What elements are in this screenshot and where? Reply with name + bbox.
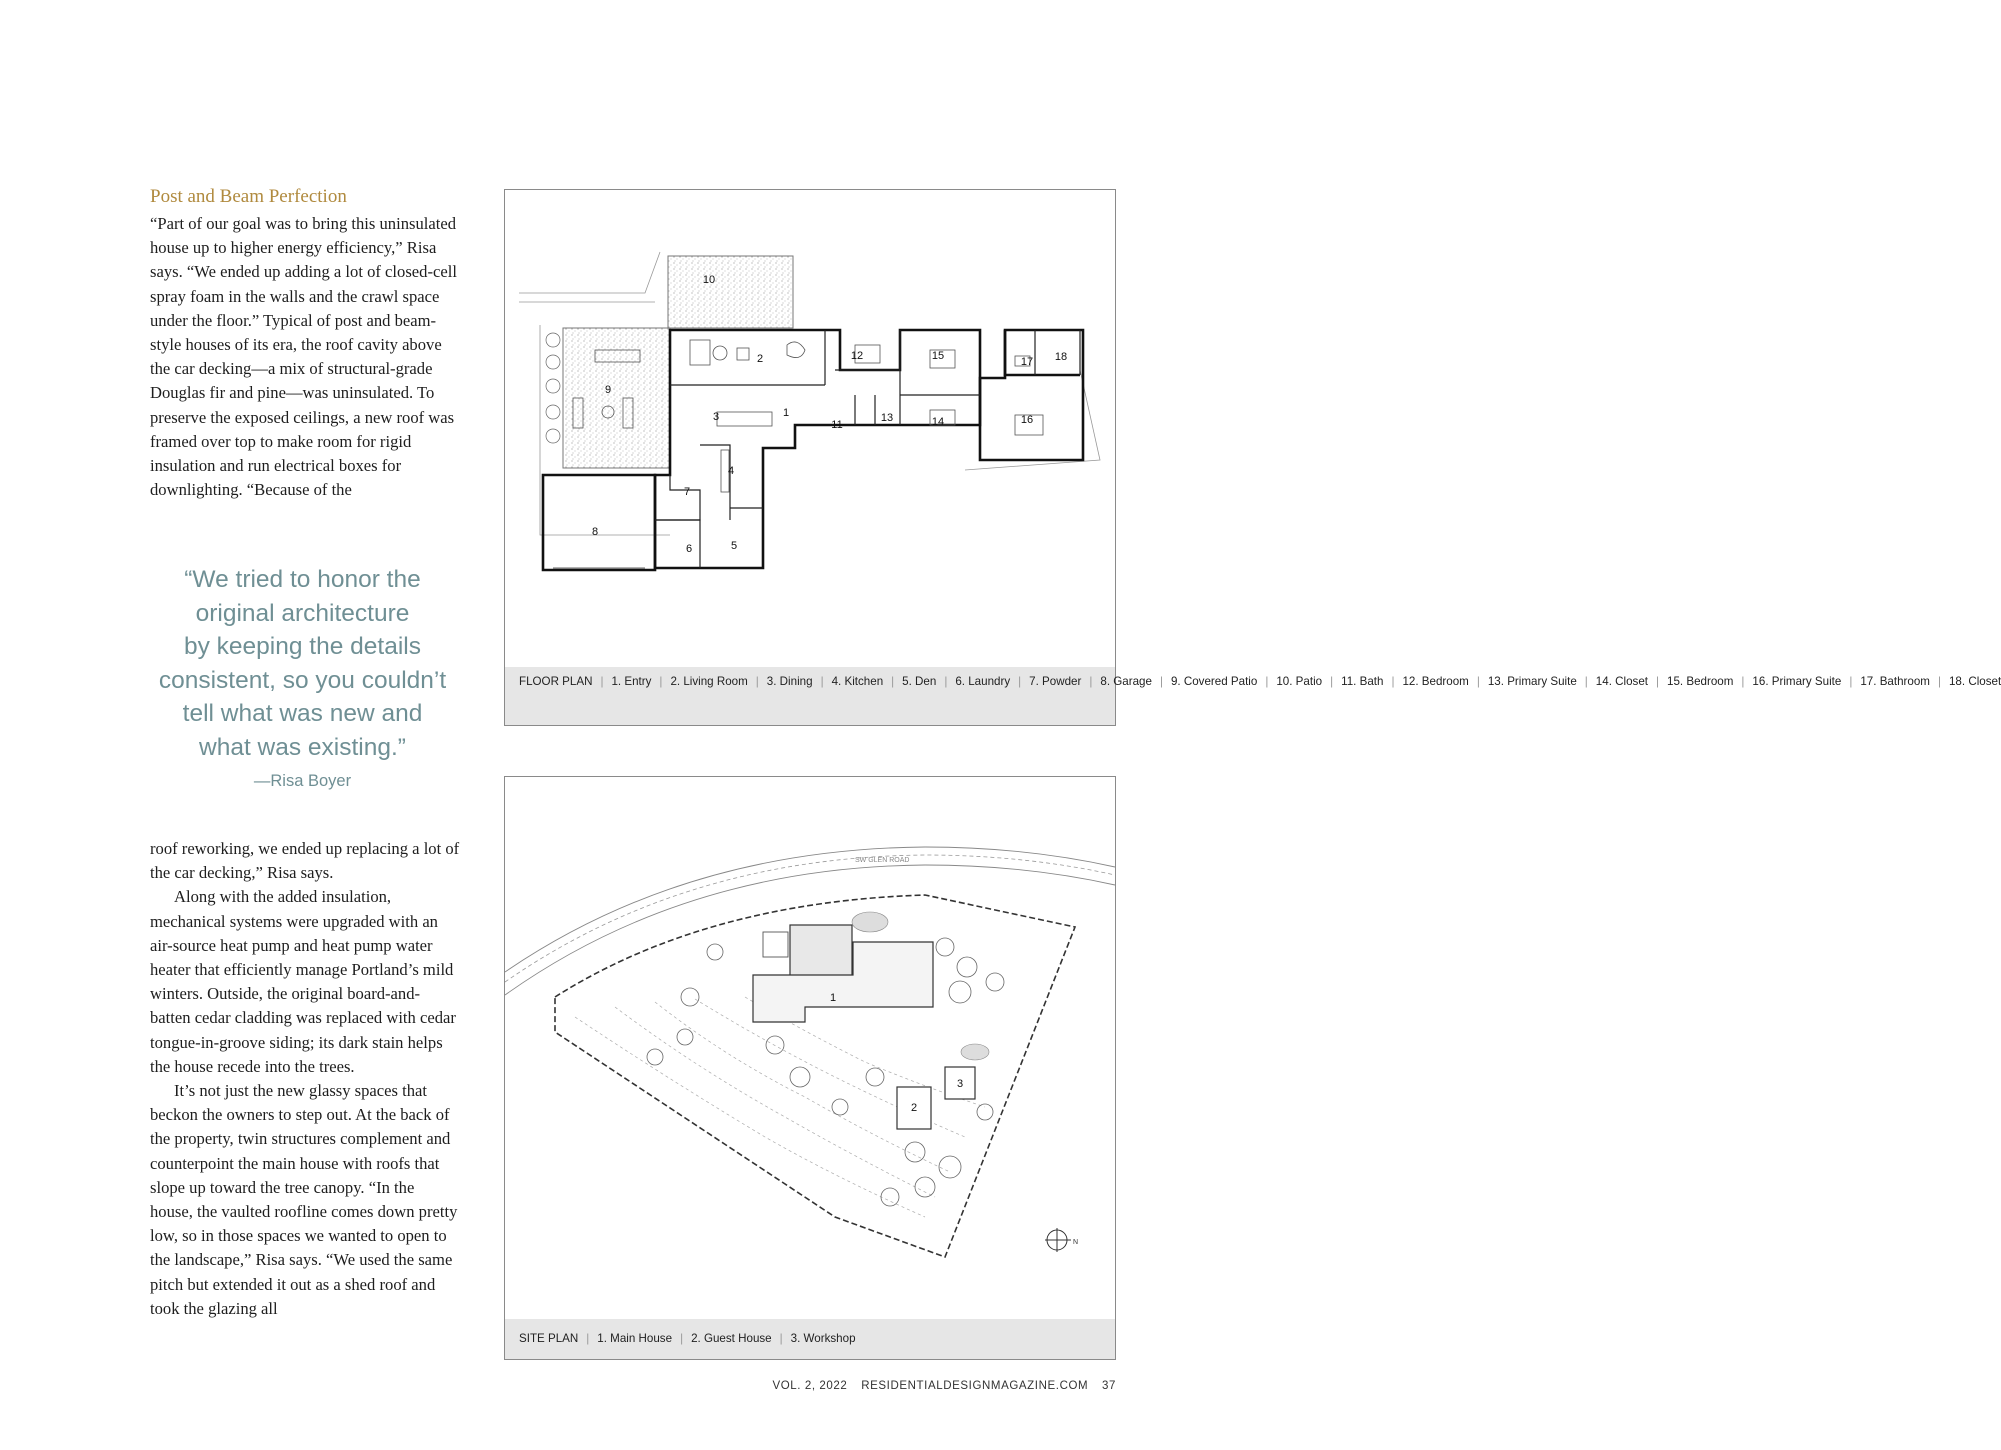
legend-item: 2. Living Room	[670, 675, 748, 688]
website-link[interactable]: RESIDENTIALDESIGNMAGAZINE.COM	[861, 1380, 1089, 1392]
room-number: 11	[831, 419, 843, 431]
room-number: 6	[685, 543, 693, 555]
room-number: 14	[931, 416, 945, 428]
pull-quote	[140, 563, 465, 764]
legend-item: 7. Powder	[1029, 675, 1082, 688]
site-plan-caption: SITE PLAN | 1. Main House | 2. Guest House | 3. Workshop	[505, 1319, 1115, 1359]
caption-title: FLOOR PLAN	[519, 675, 593, 688]
legend-item: 5. Den	[902, 675, 937, 688]
section-heading: Post and Beam Perfection	[150, 186, 347, 207]
room-number: 12	[850, 350, 864, 362]
legend-item: 3. Dining	[766, 675, 813, 688]
pull-quote-attribution: —Risa Boyer	[253, 772, 352, 790]
room-number: 1	[782, 407, 790, 419]
legend-item: 1. Entry	[611, 675, 652, 688]
page-number: 37	[1102, 1380, 1116, 1392]
legend-item: 1. Main House	[597, 1332, 673, 1345]
room-number: 13	[880, 412, 894, 424]
legend-item: 17. Bathroom	[1860, 675, 1930, 688]
room-number: 3	[712, 411, 720, 423]
site-plan-figure	[504, 776, 1116, 1360]
legend-item: 4. Kitchen	[831, 675, 884, 688]
page-footer	[762, 1380, 1116, 1392]
legend-item: 15. Bedroom	[1667, 675, 1734, 688]
paragraph: “Part of our goal was to bring this uninsulated house up to higher energy efficiency,” Risa says. “We ended up adding a lot of closed-cell spray foam in the walls and the crawl space under the floor.” Typical of post and beam-style houses of its era, the roof cavity above the car decking—a mix of structural-grade Douglas fir and pine—was uninsulated. To preserve the exposed ceilings, a new roof was framed over top to make room for rigid insulation and run electrical boxes for downlighting. “Because of the	[150, 214, 457, 500]
room-number: 2	[756, 353, 764, 365]
pull-quote-line: “We tried to honor the	[184, 566, 421, 593]
legend-item: 9. Covered Patio	[1170, 675, 1258, 688]
room-number: 17	[1020, 356, 1034, 368]
article-text-bottom	[150, 837, 460, 1321]
pull-quote-line: consistent, so you couldn’t	[158, 666, 447, 694]
room-number: 16	[1020, 414, 1034, 426]
building-number: 3	[956, 1078, 964, 1090]
pull-quote-line: by keeping the details	[184, 633, 421, 660]
pull-quote-line: tell what was new and	[182, 700, 423, 727]
road-label: SW GLEN ROAD	[855, 857, 910, 864]
legend-item: 14. Closet	[1595, 675, 1648, 688]
legend-item: 2. Guest House	[691, 1332, 772, 1345]
legend-item: 16. Primary Suite	[1752, 675, 1842, 688]
building-number: 1	[829, 992, 837, 1004]
paragraph: roof reworking, we ended up replacing a lot of the car decking,” Risa says.	[150, 839, 460, 883]
article-text-top	[150, 212, 460, 502]
floor-plan-caption: FLOOR PLAN | 1. Entry | 2. Living Room | 3. Dining | 4. Kitchen | 5. Den | 6. Laundry | 7. Powder | 8. Garage | 9. Covered Patio | 10. Patio | 11. Bath | 12. Bedroom | 13. Primary Suite | 14. Closet | 15. Bedroom | 16. Primary Suite | 17. Bathroom | 18. Closet	[505, 667, 1115, 725]
room-number: 9	[604, 384, 612, 396]
caption-title: SITE PLAN	[519, 1332, 579, 1345]
paragraph: It’s not just the new glassy spaces that beckon the owners to step out. At the back of the property, twin structures complement and counterpoint the main house with roofs that slope up toward the tree canopy. “In the house, the vaulted roofline comes down pretty low, so in those spaces we wanted to open to the landscape,” Risa says. “We used the same pitch but extended it out as a shed roof and took the glazing all	[150, 1081, 458, 1318]
legend-item: 3. Workshop	[790, 1332, 856, 1345]
room-number: 10	[702, 274, 716, 286]
legend-item: 10. Patio	[1276, 675, 1323, 688]
site-plan-drawing	[505, 777, 1115, 1320]
legend-item: 6. Laundry	[955, 675, 1011, 688]
floor-plan-figure	[504, 189, 2001, 726]
issue-label: VOL. 2, 2022	[772, 1380, 848, 1392]
room-number: 8	[591, 526, 599, 538]
pull-quote-line: what was existing.”	[199, 733, 406, 761]
room-number: 7	[683, 486, 691, 498]
north-arrow-icon	[1045, 1228, 1071, 1252]
floor-plan-drawing	[505, 190, 1115, 668]
room-number: 15	[931, 350, 945, 362]
building-number: 2	[910, 1102, 918, 1114]
north-label: N	[1073, 1239, 1079, 1246]
room-number: 18	[1054, 351, 1068, 363]
legend-item: 11. Bath	[1341, 675, 1384, 688]
legend-item: 18. Closet	[1948, 675, 2001, 688]
room-number: 4	[727, 465, 735, 477]
legend-item: 13. Primary Suite	[1487, 675, 1577, 688]
room-number: 5	[730, 540, 738, 552]
pull-quote-line: original architecture	[195, 599, 410, 627]
paragraph: Along with the added insulation, mechanical systems were upgraded with an air-source heat pump and heat pump water heater that efficiently manage Portland’s mild winters. Outside, the original board-and-batten cedar cladding was replaced with cedar tongue-in-groove siding; its dark stain helps the house recede into the trees.	[150, 887, 456, 1076]
legend-item: 12. Bedroom	[1402, 675, 1469, 688]
legend-item: 8. Garage	[1100, 675, 1152, 688]
